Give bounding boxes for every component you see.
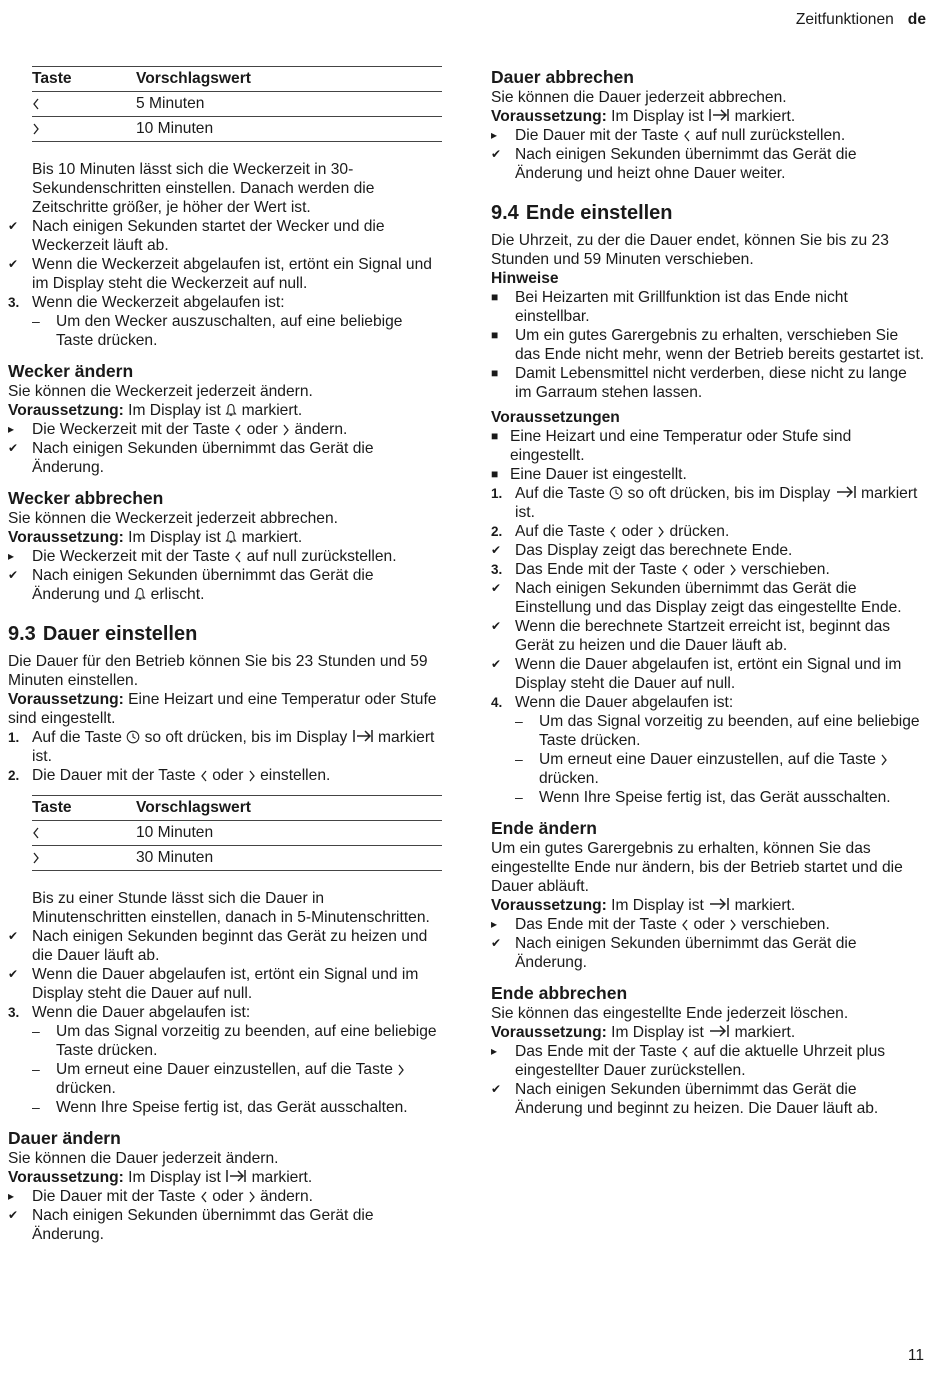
result-item: ✔ Nach einigen Sekunden übernimmt das Gerät die Änderung und beginnt zu heizen. Die Dauer läuft ab. — [491, 1081, 879, 1117]
heading-ende-aendern: Ende ändern — [491, 818, 597, 838]
square-bullet-icon: ■ — [491, 429, 499, 443]
chevron-right-icon — [32, 852, 40, 864]
alarm-values-table — [32, 66, 442, 142]
action-item: ▸ Die Dauer mit der Taste oder ändern. — [8, 1188, 313, 1205]
check-icon: ✔ — [8, 257, 19, 271]
check-icon: ✔ — [491, 543, 502, 557]
result-item: ✔ Das Display zeigt das berechnete Ende. — [491, 542, 793, 559]
end-time-icon — [835, 484, 857, 500]
table-row: 30 Minuten — [32, 846, 442, 871]
sub-item: – Wenn Ihre Speise fertig ist, das Gerät ausschalten. — [515, 789, 891, 806]
arrow-right-icon: ▸ — [8, 1189, 15, 1203]
result-item: ✔ Nach einigen Sekunden übernimmt das Gerät die Änderung. — [8, 1207, 374, 1243]
left-column: Taste Vorschlagswert 5 Minuten 10 Minuten Bis 10 Minuten lässt sich die Weckerzeit in 30-Sekundenschritten einstellen. Danach werden die Zeitschritte größer, je höher der Wert ist. ✔ Nach einigen Sekunden startet der Wecker und die Weckerzeit läuft ab. ✔ Wenn die Weckerzeit abgelaufen ist, ertönt ein Signal und im Display steht die Weckerzeit auf null. 3. Wenn die Weckerzeit abgelaufen ist: – Um den Wecker auszuschalten, auf eine beliebige Taste drücken. Wecker ändern Sie können die Weckerzeit jederzeit ändern. Voraussetzung: Im Display ist markiert. ▸ Die Weckerzeit mit der Taste oder ändern. ✔ Nach einigen Sekunden übernimmt das Gerät die Änderung. Wecker abbrechen Sie können die Weckerzeit jederzeit abbrechen. Voraussetzung: Im Display ist markiert. ▸ Die Weckerzeit mit der Taste auf null zurückstellen. ✔ Nach einigen Sekunden übernimmt das Gerät die Änderung und erlischt. 9.3 Dauer einstellen Die Dauer für den Betrieb können Sie bis 23 Stunden und 59 Minuten einstellen. Voraussetzung: Eine Heizart und eine Temperatur oder Stufe sind eingestellt. 1. Auf die Taste so oft drücken, bis im Display markiert ist. 2. Die Dauer mit der Taste oder einstellen. Taste Vorschlagswert 10 Minuten 30 Minuten Bis zu einer Stunde lässt sich die Dauer in Minutenschritten einstellen, danach in 5-Minutenschritten. ✔ Nach einigen Sekunden beginnt das Gerät zu heizen und die Dauer läuft ab. ✔ Wenn die Dauer abgelaufen ist, ertönt ein Signal und im Display steht die Dauer auf null. 3. Wenn die Dauer abgelaufen ist: – Um das Signal vorzeitig zu beenden, auf eine beliebige Taste drücken. – Um erneut eine Dauer einzustellen, auf die Taste drücken. – Wenn Ihre Speise fertig ist, das Gerät ausschalten. Dauer ändern Sie können die Dauer jederzeit ändern. Voraussetzung: Im Display ist markiert. ▸ Die Dauer mit der Taste oder ändern. ✔ Nach einigen Sekunden übernimmt das Gerät die Änderung. — [8, 66, 442, 1244]
heading-voraussetzungen: Voraussetzungen — [491, 409, 620, 426]
heading-ende-einstellen: 9.4 Ende einstellen — [491, 202, 673, 224]
chevron-right-icon — [282, 424, 290, 436]
note-item: ■ Um ein gutes Garergebnis zu erhalten, verschieben Sie das Ende nicht mehr, wenn der Betrieb bereits gestartet ist. — [491, 327, 925, 363]
chevron-left-icon — [234, 424, 242, 436]
chevron-right-icon — [729, 919, 737, 931]
result-item: ✔ Nach einigen Sekunden übernimmt das Gerät die Änderung. — [8, 440, 374, 476]
result-item: ✔ Wenn die Weckerzeit abgelaufen ist, ertönt ein Signal und im Display steht die Weckerzeit auf null. — [8, 256, 432, 292]
chevron-left-icon — [200, 770, 208, 782]
heading-ende-abbrechen: Ende abbrechen — [491, 983, 628, 1003]
arrow-right-icon: ▸ — [491, 1044, 498, 1058]
chevron-left-icon — [200, 1191, 208, 1203]
sub-item: – Wenn Ihre Speise fertig ist, das Gerät ausschalten. — [32, 1099, 408, 1116]
step-item: 1. Auf die Taste so oft drücken, bis im Display markiert ist. — [8, 729, 435, 765]
chevron-left-icon — [609, 526, 617, 538]
prerequisite: Voraussetzung: Im Display ist markiert. — [491, 897, 796, 914]
check-icon: ✔ — [491, 657, 502, 671]
chevron-left-icon — [681, 1046, 689, 1058]
check-icon: ✔ — [491, 581, 502, 595]
bell-icon — [225, 403, 237, 417]
heading-hinweise: Hinweise — [491, 270, 559, 287]
check-icon: ✔ — [8, 568, 19, 582]
duration-values-table — [32, 795, 442, 871]
check-icon: ✔ — [491, 936, 502, 950]
clock-icon — [126, 730, 140, 744]
sub-item: – Um erneut eine Dauer einzustellen, auf die Taste drücken. — [8, 1060, 442, 1098]
step-item: 1. Auf die Taste so oft drücken, bis im Display markiert ist. — [491, 485, 918, 521]
chevron-left-icon — [234, 551, 242, 563]
sub-item: – Um das Signal vorzeitig zu beenden, auf eine beliebige Taste drücken. — [515, 713, 920, 749]
step-item: 3. Wenn die Dauer abgelaufen ist: — [8, 1004, 251, 1021]
clock-icon — [609, 486, 623, 500]
action-item: ▸ Das Ende mit der Taste auf die aktuelle Uhrzeit plus eingestellter Dauer zurückstellen. — [491, 1043, 886, 1079]
prerequisite: Voraussetzung: Im Display ist markiert. — [491, 108, 796, 125]
action-item: ▸ Die Dauer mit der Taste auf null zurückstellen. — [491, 127, 846, 144]
table-header: Taste Vorschlagswert — [32, 67, 442, 92]
result-item: ✔ Nach einigen Sekunden übernimmt das Gerät die Änderung und heizt ohne Dauer weiter. — [491, 146, 857, 182]
chevron-right-icon — [397, 1064, 405, 1076]
chevron-right-icon — [657, 526, 665, 538]
check-icon: ✔ — [8, 219, 19, 233]
table-row: 10 Minuten — [32, 821, 442, 846]
check-icon: ✔ — [491, 147, 502, 161]
square-bullet-icon: ■ — [491, 366, 499, 380]
prerequisite-item: ■ Eine Dauer ist eingestellt. — [491, 466, 687, 483]
result-item: ✔ Wenn die Dauer abgelaufen ist, ertönt ein Signal und im Display steht die Dauer auf null. — [491, 656, 902, 692]
result-item: ✔ Nach einigen Sekunden übernimmt das Gerät die Einstellung und das Display zeigt das eingestellte Ende. — [491, 580, 902, 616]
arrow-right-icon: ▸ — [491, 917, 498, 931]
alarm-step-note: Bis 10 Minuten lässt sich die Weckerzeit in 30-Sekundenschritten einstellen. Danach werden die Zeitschritte größer, je höher der Wert ist. — [32, 161, 375, 216]
chevron-left-icon — [32, 827, 40, 839]
sub-item: – Um den Wecker auszuschalten, auf eine beliebige Taste drücken. — [32, 313, 403, 349]
arrow-right-icon: ▸ — [8, 422, 15, 436]
prerequisite-item: ■ Eine Heizart und eine Temperatur oder Stufe sind eingestellt. — [491, 428, 852, 464]
chevron-right-icon — [729, 564, 737, 576]
prerequisite: Voraussetzung: Im Display ist markiert. — [8, 529, 303, 546]
result-item: ✔ Nach einigen Sekunden beginnt das Gerät zu heizen und die Dauer läuft ab. — [8, 928, 428, 964]
heading-wecker-abbrechen: Wecker abbrechen — [8, 488, 164, 508]
chevron-right-icon — [880, 754, 888, 766]
sub-item: – Um das Signal vorzeitig zu beenden, auf eine beliebige Taste drücken. — [32, 1023, 437, 1059]
table-row: 10 Minuten — [32, 117, 442, 142]
heading-dauer-abbrechen: Dauer abbrechen — [491, 67, 634, 87]
sub-item: – Um erneut eine Dauer einzustellen, auf die Taste drücken. — [491, 750, 925, 788]
bell-icon — [225, 530, 237, 544]
chevron-right-icon — [32, 123, 40, 135]
end-time-icon — [708, 1023, 730, 1039]
section-title: Zeitfunktionen — [795, 11, 894, 28]
arrow-right-icon: ▸ — [491, 128, 498, 142]
bell-icon — [134, 587, 146, 601]
step-item: 3. Das Ende mit der Taste oder verschieben. — [491, 561, 830, 578]
heading-wecker-aendern: Wecker ändern — [8, 361, 134, 381]
step-item: 3. Wenn die Weckerzeit abgelaufen ist: — [8, 294, 285, 311]
check-icon: ✔ — [8, 1208, 19, 1222]
check-icon: ✔ — [491, 619, 502, 633]
end-time-icon — [708, 896, 730, 912]
chevron-right-icon — [248, 1191, 256, 1203]
prerequisite: Voraussetzung: Im Display ist markiert. — [491, 1024, 796, 1041]
heading-dauer-einstellen: 9.3 Dauer einstellen — [8, 623, 198, 645]
duration-icon — [708, 107, 730, 123]
prerequisite: Voraussetzung: Im Display ist markiert. — [8, 1169, 313, 1186]
prerequisite: Voraussetzung: Eine Heizart und eine Temperatur oder Stufe sind eingestellt. — [8, 691, 437, 727]
duration-icon — [225, 1168, 247, 1184]
duration-icon — [352, 728, 374, 744]
check-icon: ✔ — [8, 967, 19, 981]
table-header: Taste Vorschlagswert — [32, 796, 442, 821]
right-column: Dauer abbrechen Sie können die Dauer jederzeit abbrechen. Voraussetzung: Im Display ist markiert. ▸ Die Dauer mit der Taste auf null zurückstellen. ✔ Nach einigen Sekunden übernimmt das Gerät die Änderung und heizt ohne Dauer weiter. 9.4 Ende einstellen Die Uhrzeit, zu der die Dauer endet, können Sie bis zu 23 Stunden und 59 Minuten verschieben. Hinweise ■ Bei Heizarten mit Grillfunktion ist das Ende nicht einstellbar. ■ Um ein gutes Garergebnis zu erhalten, verschieben Sie das Ende nicht mehr, wenn der Betrieb bereits gestartet ist. ■ Damit Lebensmittel nicht verderben, diese nicht zu lange im Garraum stehen lassen. Voraussetzungen ■ Eine Heizart und eine Temperatur oder Stufe sind eingestellt. ■ Eine Dauer ist eingestellt. 1. Auf die Taste so oft drücken, bis im Display markiert ist. 2. Auf die Taste oder drücken. ✔ Das Display zeigt das berechnete Ende. 3. Das Ende mit der Taste oder verschieben. ✔ Nach einigen Sekunden übernimmt das Gerät die Einstellung und das Display zeigt das eingestellte Ende. ✔ Wenn die berechnete Startzeit erreicht ist, beginnt das Gerät zu heizen und die Dauer läuft ab. ✔ Wenn die Dauer abgelaufen ist, ertönt ein Signal und im Display steht die Dauer auf null. 4. Wenn die Dauer abgelaufen ist: – Um das Signal vorzeitig zu beenden, auf eine beliebige Taste drücken. – Um erneut eine Dauer einzustellen, auf die Taste drücken. – Wenn Ihre Speise fertig ist, das Gerät ausschalten. Ende ändern Um ein gutes Garergebnis zu erhalten, können Sie das eingestellte Ende nur ändern, bis der Betrieb startet und die Dauer abläuft. Voraussetzung: Im Display ist markiert. ▸ Das Ende mit der Taste oder verschieben. ✔ Nach einigen Sekunden übernimmt das Gerät die Änderung. Ende abbrechen Sie können das eingestellte Ende jederzeit löschen. Voraussetzung: Im Display ist markiert. ▸ Das Ende mit der Taste auf die aktuelle Uhrzeit plus eingestellter Dauer zurückstellen. ✔ Nach einigen Sekunden übernimmt das Gerät die Änderung und beginnt zu heizen. Die Dauer läuft ab. — [491, 67, 925, 1117]
step-item: 4. Wenn die Dauer abgelaufen ist: — [491, 694, 734, 711]
action-item: ▸ Die Weckerzeit mit der Taste auf null zurückstellen. — [8, 548, 397, 565]
arrow-right-icon: ▸ — [8, 549, 15, 563]
result-item: ✔ Nach einigen Sekunden übernimmt das Gerät die Änderung und erlischt. — [8, 567, 374, 603]
chevron-left-icon — [683, 130, 691, 142]
note-item: ■ Bei Heizarten mit Grillfunktion ist das Ende nicht einstellbar. — [491, 289, 848, 325]
check-icon: ✔ — [491, 1082, 502, 1096]
page-header — [796, 10, 926, 29]
step-item: 2. Auf die Taste oder drücken. — [491, 523, 730, 540]
page-number: 11 — [907, 1347, 924, 1364]
action-item: ▸ Die Weckerzeit mit der Taste oder ändern. — [8, 421, 348, 438]
table-row: 5 Minuten — [32, 92, 442, 117]
chevron-left-icon — [681, 919, 689, 931]
result-item: ✔ Nach einigen Sekunden übernimmt das Gerät die Änderung. — [491, 935, 857, 971]
check-icon: ✔ — [8, 929, 19, 943]
step-item: 2. Die Dauer mit der Taste oder einstellen. — [8, 767, 331, 784]
chevron-left-icon — [32, 98, 40, 110]
language-code: de — [907, 11, 926, 28]
note-item: ■ Damit Lebensmittel nicht verderben, diese nicht zu lange im Garraum stehen lassen. — [491, 365, 907, 401]
result-item: ✔ Wenn die Dauer abgelaufen ist, ertönt ein Signal und im Display steht die Dauer auf null. — [8, 966, 419, 1002]
chevron-left-icon — [681, 564, 689, 576]
prerequisite: Voraussetzung: Im Display ist markiert. — [8, 402, 303, 419]
chevron-right-icon — [248, 770, 256, 782]
heading-dauer-aendern: Dauer ändern — [8, 1128, 121, 1148]
result-item: ✔ Nach einigen Sekunden startet der Wecker und die Weckerzeit läuft ab. — [8, 218, 385, 254]
square-bullet-icon: ■ — [491, 467, 499, 481]
square-bullet-icon: ■ — [491, 328, 499, 342]
action-item: ▸ Das Ende mit der Taste oder verschieben. — [491, 916, 830, 933]
result-item: ✔ Wenn die berechnete Startzeit erreicht ist, beginnt das Gerät zu heizen und die Dauer läuft ab. — [491, 618, 891, 654]
square-bullet-icon: ■ — [491, 290, 499, 304]
check-icon: ✔ — [8, 441, 19, 455]
